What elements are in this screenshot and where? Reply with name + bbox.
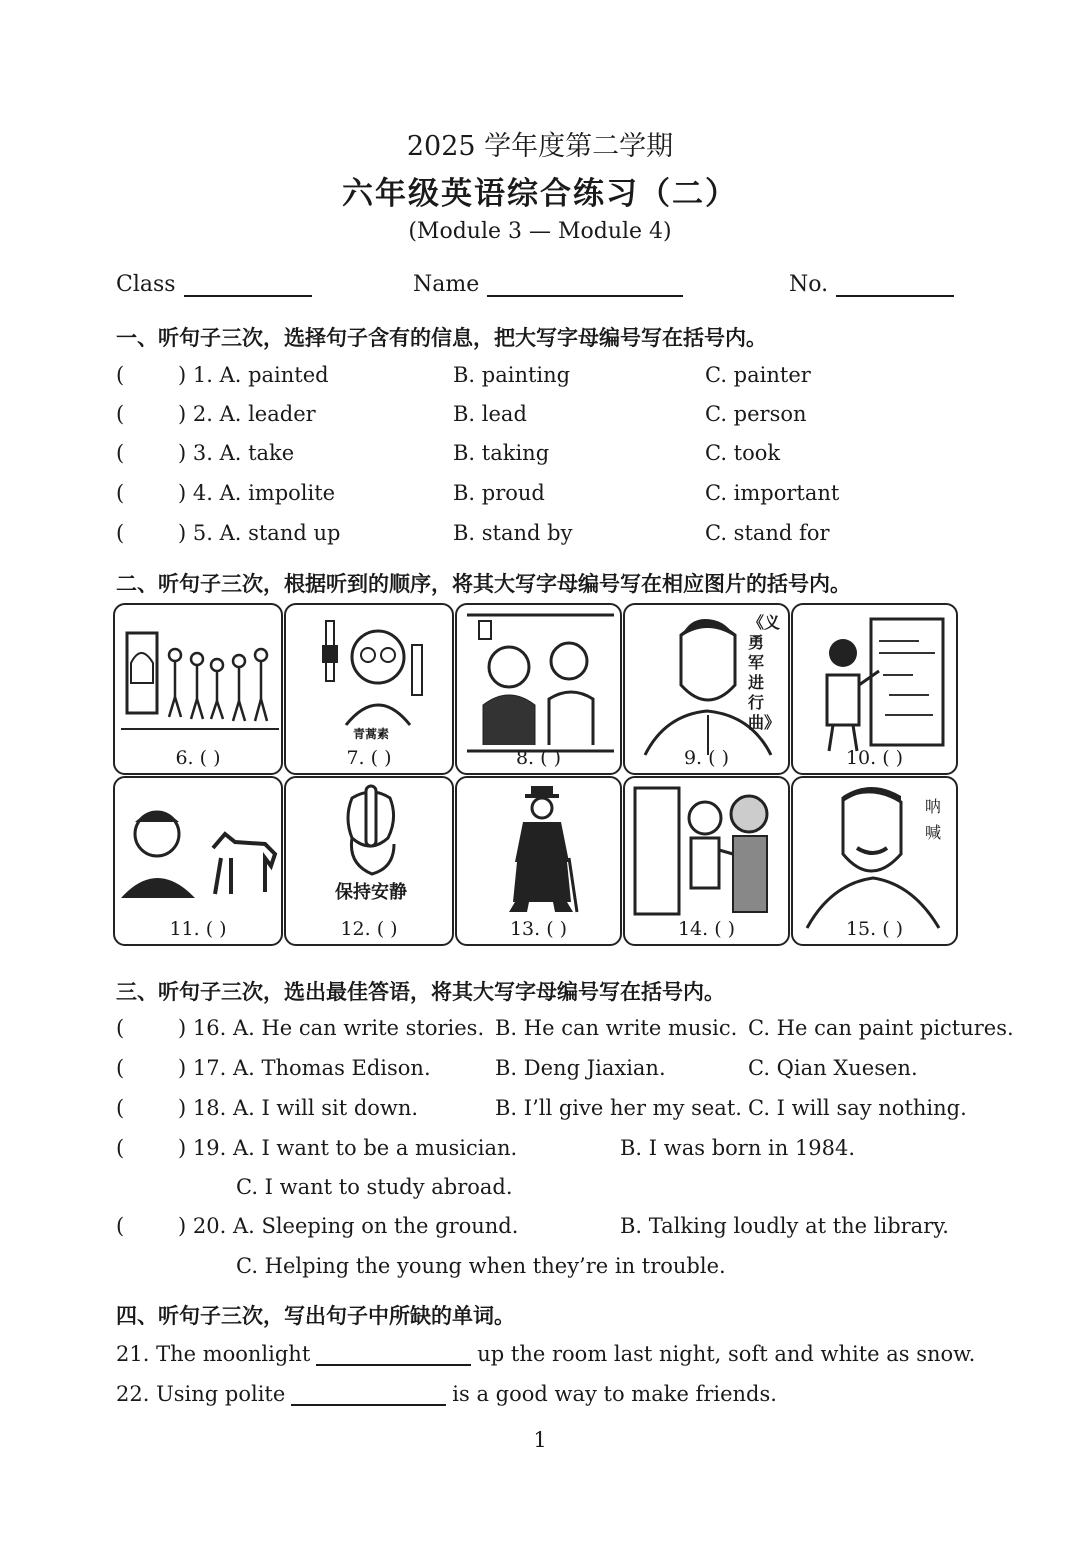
option-c: C. stand for [705,521,830,545]
term-heading: 2025 学年度第二学期 [406,131,674,162]
option-b: B. stand by [453,521,573,545]
class-field[interactable] [116,272,312,297]
picture-13-label: 13. ( ) [509,918,568,940]
question-2: ) 2. A. leader [178,402,316,426]
class-label: Class [116,272,176,297]
name-blank[interactable] [487,273,683,297]
option-c: C. He can paint pictures. [748,1016,1014,1040]
picture-7-caption: 青蒿素 [352,727,389,741]
option-b: B. taking [453,441,550,465]
question-17: ) 17. A. Thomas Edison. [178,1056,431,1080]
section1-heading: 一、听句子三次，选择句子含有的信息，把大写字母编号写在括号内。 [116,326,767,350]
picture-13-chaplin[interactable] [455,776,622,946]
picture-10-label: 10. ( ) [845,747,904,769]
picture-7-scientist[interactable] [284,603,454,775]
question-22-start: 22. Using polite [116,1382,286,1406]
picture-9-label: 9. ( ) [683,747,730,769]
option-c: C. I want to study abroad. [236,1175,513,1199]
question-5: ) 5. A. stand up [178,521,341,545]
question-22-end: is a good way to make friends. [452,1382,777,1406]
picture-14-label: 14. ( ) [677,918,736,940]
picture-9-caption: 《义勇军进行曲》 [748,613,781,732]
option-c: C. important [705,481,840,505]
number-label: No. [789,272,829,297]
answer-bracket[interactable]: ( [116,1136,125,1160]
picture-6-queue[interactable] [113,603,283,775]
picture-7-label: 7. ( ) [346,747,392,769]
name-field[interactable] [413,272,683,297]
section4-heading: 四、听句子三次，写出句子中所缺的单词。 [116,1304,515,1328]
question-3: ) 3. A. take [178,441,295,465]
option-b: B. He can write music. [495,1016,738,1040]
answer-bracket[interactable]: ( [116,1056,125,1080]
number-blank[interactable] [836,273,954,297]
question-19: ) 19. A. I want to be a musician. [178,1136,518,1160]
module-range: (Module 3 — Module 4) [408,219,672,244]
picture-12-quiet[interactable] [284,776,454,946]
question-18: ) 18. A. I will sit down. [178,1096,419,1120]
option-b: B. Deng Jiaxian. [495,1056,666,1080]
picture-6-label: 6. ( ) [175,747,221,769]
answer-bracket[interactable]: ( [116,481,125,505]
answer-blank[interactable] [291,1384,446,1406]
picture-8-bus[interactable] [455,603,622,775]
answer-bracket[interactable]: ( [116,1096,125,1120]
picture-11-painter[interactable] [113,776,283,946]
picture-15-caption: 呐喊 [925,797,942,842]
question-20: ) 20. A. Sleeping on the ground. [178,1214,519,1238]
name-label: Name [413,272,480,297]
question-21-end: up the room last night, soft and white as snow. [477,1342,976,1366]
option-b: B. Talking loudly at the library. [620,1214,949,1238]
picture-15-label: 15. ( ) [845,918,904,940]
question-4: ) 4. A. impolite [178,481,336,505]
option-b: B. I was born in 1984. [620,1136,856,1160]
picture-8-label: 8. ( ) [515,747,562,769]
option-b: B. lead [453,402,527,426]
class-blank[interactable] [184,273,312,297]
picture-15-writer[interactable] [791,776,958,946]
answer-bracket[interactable]: ( [116,441,125,465]
option-c: C. painter [705,363,811,387]
option-c: C. I will say nothing. [748,1096,967,1120]
picture-11-label: 11. ( ) [169,918,227,940]
question-21-start: 21. The moonlight [116,1342,311,1366]
page-number: 1 [533,1428,547,1452]
answer-bracket[interactable]: ( [116,521,125,545]
page-title: 六年级英语综合练习（二） [342,176,738,212]
picture-14-help-elderly[interactable] [623,776,790,946]
option-b: B. painting [453,363,571,387]
answer-bracket[interactable]: ( [116,1214,125,1238]
answer-bracket[interactable]: ( [116,402,125,426]
option-b: B. proud [453,481,545,505]
question-21 [116,1342,975,1366]
picture-9-composer[interactable] [623,603,790,775]
question-22 [116,1382,777,1406]
option-b: B. I’ll give her my seat. [495,1096,742,1120]
option-c: C. Helping the young when they’re in trouble. [236,1254,726,1278]
option-c: C. Qian Xuesen. [748,1056,918,1080]
question-16: ) 16. A. He can write stories. [178,1016,485,1040]
answer-bracket[interactable]: ( [116,363,125,387]
answer-bracket[interactable]: ( [116,1016,125,1040]
number-field[interactable] [789,272,954,297]
answer-blank[interactable] [316,1344,471,1366]
question-1: ) 1. A. painted [178,363,329,387]
picture-12-label: 12. ( ) [340,918,398,940]
option-c: C. person [705,402,807,426]
option-c: C. took [705,441,781,465]
section3-heading: 三、听句子三次，选出最佳答语，将其大写字母编号写在括号内。 [116,980,725,1004]
picture-12-caption: 保持安静 [335,882,407,903]
picture-10-graffiti[interactable] [791,603,958,775]
section2-heading: 二、听句子三次，根据听到的顺序，将其大写字母编号写在相应图片的括号内。 [116,572,851,596]
